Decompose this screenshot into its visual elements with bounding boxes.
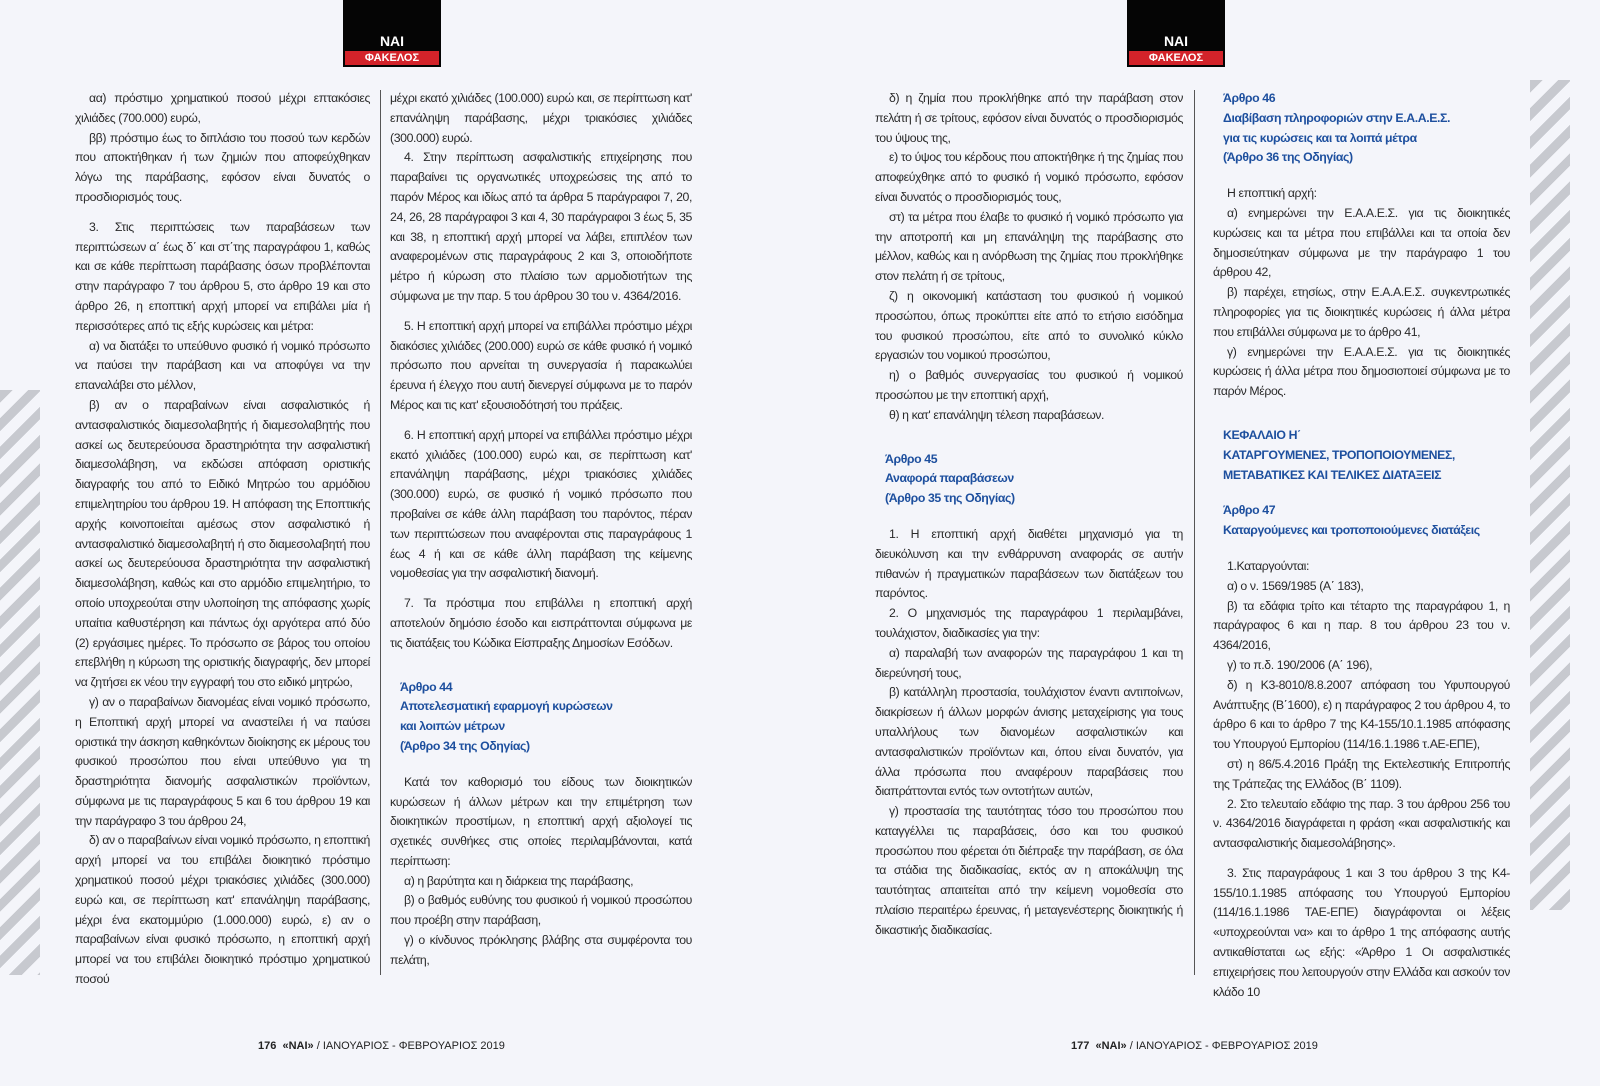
paragraph: γ) ο κίνδυνος πρόκλησης βλάβης στα συμφέροντα του πελάτη,: [390, 933, 692, 967]
heading-line: Άρθρο 46: [1223, 91, 1276, 105]
page-footer-right: [1071, 1040, 1318, 1052]
page-number: 176: [258, 1040, 277, 1052]
column-divider: [1194, 90, 1195, 975]
heading-line: Καταργούμενες και τροποποιούμενες διατάξεις: [1223, 523, 1480, 538]
heading-line: (Άρθρο 36 της Οδηγίας): [1223, 150, 1353, 165]
paragraph: β) τα εδάφια τρίτο και τέταρτο της παραγράφου 1, η παράγραφος 6 και η παρ. 8 του άρθρου 23 του ν. 4364/2016,: [1213, 598, 1510, 653]
paragraph: Η εποπτική αρχή:: [1227, 186, 1317, 201]
paragraph: 6. Η εποπτική αρχή μπορεί να επιβάλλει πρόστιμο μέχρι εκατό χιλιάδες (100.000) ευρώ και, σε περίπτωση κατ' επανάληψη παράβασης, μέχρι τριακόσιες χιλιάδες (300.000) ευρώ, σε φυσικό ή νομικό πρόσωπο που προβαίνει σε κάθε άλλη παράβαση του παρόντος, πέραν των περιπτώσεων που αναφέρονται στις παραγράφους 1 έως 4 ή και σε κάθε άλλη παράβαση της κείμενης νομοθεσίας για την ασφαλιστική διανομή.: [390, 427, 692, 581]
paragraph: η) ο βαθμός συνεργασίας του φυσικού ή νομικού προσώπου με την εποπτική αρχή,: [875, 368, 1183, 402]
paragraph: β) παρέχει, ετησίως, στην Ε.Α.Α.Ε.Σ. συγκεντρωτικές πληροφορίες για τις διοικητικές κυρώσεις ή άλλα μέτρα που επιβάλλει σύμφωνα με το άρθρο 41,: [1213, 285, 1510, 339]
text-column-2: [390, 89, 692, 971]
paragraph: γ) το π.δ. 190/2006 (Α΄ 196),: [1227, 657, 1373, 672]
heading-line: ΚΕΦΑΛΑΙΟ Η΄: [1223, 427, 1301, 442]
paragraph: β) ο βαθμός ευθύνης του φυσικού ή νομικού προσώπου που προέβη στην παράβαση,: [390, 893, 692, 928]
article-heading: [1213, 89, 1510, 168]
paragraph: α) να διατάξει το υπεύθυνο φυσικό ή νομικό πρόσωπο να παύσει την παράβαση και να αποφύγει να την επαναλάβει στο μέλλον,: [75, 338, 370, 393]
page-number: 177: [1071, 1040, 1090, 1052]
heading-line: (Άρθρο 35 της Οδηγίας): [885, 491, 1015, 506]
column-divider: [380, 90, 381, 975]
paragraph: α) ενημερώνει την Ε.Α.Α.Ε.Σ. για τις διοικητικές κυρώσεις και τα μέτρα που επιβάλλει και τα οποία δεν δημοσιεύτηκαν σύμφωνα με την παράγραφο 1 του άρθρου 42,: [1213, 205, 1510, 280]
heading-line: Διαβίβαση πληροφοριών στην Ε.Α.Α.Ε.Σ.: [1223, 110, 1451, 125]
article-heading: [875, 450, 1183, 509]
paragraph: α) η βαρύτητα και η διάρκεια της παράβασης,: [404, 873, 634, 888]
paragraph: Κατά τον καθορισμό του είδους των διοικητικών κυρώσεων ή άλλων μέτρων και την επιμέτρηση των διοικητικών προστίμων, η εποπτική αρχή αξιολογεί τις σχετικές συνθήκες στις οποίες περιλαμβάνονται, κατά περίπτωση:: [390, 774, 692, 868]
heading-line: Άρθρο 44: [400, 679, 453, 694]
page-footer-left: [258, 1040, 505, 1052]
paragraph: θ) η κατ' επανάληψη τέλεση παραβάσεων.: [889, 407, 1105, 422]
magazine-name: «ΝΑΙ»: [1095, 1040, 1127, 1052]
brand-label: ΝΑΙ: [1163, 33, 1189, 49]
magazine-name: «ΝΑΙ»: [282, 1040, 314, 1052]
text-column-3: [875, 89, 1183, 941]
section-label: ΦΑΚΕΛΟΣ: [1129, 51, 1223, 65]
heading-line: Άρθρο 47: [1223, 503, 1276, 518]
paragraph: δ) η ζημία που προκλήθηκε από την παράβαση στον πελάτη ή σε τρίτους, εφόσον είναι δυνατός ο προσδιορισμός του ύψους της,: [875, 91, 1183, 145]
paragraph: β) αν ο παραβαίνων είναι ασφαλιστικός ή αντασφαλιστικός διαμεσολαβητής ή διαμεσολαβητής που ασκεί ως δευτερεύουσα δραστηριότητα την ασφαλιστική διαμεσολάβηση, να εκδώσει απόφαση οριστικής διαγραφής του από το Ειδικό Μητρώο του αρμόδιου επιμελητηρίου του άρθρου 19. Η απόφαση της Εποπτικής αρχής κοινοποιείται αμέσως στον ασφαλιστικό ή αντασφαλιστικό διαμεσολαβητή ή στο διαμεσολαβητή που ασκεί ως δευτερεύουσα δραστηριότητα την ασφαλιστική διαμεσολάβηση, καθώς και στο αρμόδιο επιμελητήριο, το οποίο υποχρεούται στην υλοποίηση της απόφασης χωρίς υπαίτια καθυστέρηση και πάντως όχι αργότερα από δύο (2) εργάσιμες ημέρες. Το πρόσωπο σε βάρος του οποίου επεβλήθη η κύρωση της οριστικής διαγραφής, δεν μπορεί να ζητήσει εκ νέου την εγγραφή του στο ειδικό μητρώο,: [75, 397, 370, 690]
paragraph: ε) το ύψος του κέρδους που αποκτήθηκε ή της ζημίας που αποφεύχθηκε από το φυσικό ή νομικό πρόσωπο, εφόσον είναι δυνατός ο προσδιορισμός τους,: [875, 150, 1183, 204]
article-heading: [390, 678, 692, 757]
paragraph: 1.Καταργούνται:: [1227, 558, 1310, 573]
heading-line: ΚΑΤΑΡΓΟΥΜΕΝΕΣ, ΤΡΟΠΟΠΟΙΟΥΜΕΝΕΣ,: [1223, 447, 1455, 462]
heading-line: (Άρθρο 34 της Οδηγίας): [400, 738, 530, 753]
paragraph: στ) τα μέτρα που έλαβε το φυσικό ή νομικό πρόσωπο για την αποτροπή και μη επανάληψη της παράβασης στο μέλλον, καθώς και η ανόρθωση της ζημίας που προκλήθηκε στον πελάτη ή σε τρίτους,: [875, 209, 1183, 284]
decorative-stripes-left: [0, 390, 40, 975]
paragraph: 5. Η εποπτική αρχή μπορεί να επιβάλλει πρόστιμο μέχρι διακόσιες χιλιάδες (200.000) ευρώ σε κάθε φυσικό ή νομικό πρόσωπο που αρνείται τη συνεργασία ή παρακωλύει έρευνα ή έλεγχο που αυτή διενεργεί σύμφωνα με το παρόν Μέρος και τις κατ' εξουσιοδότησή του πράξεις.: [390, 318, 692, 412]
paragraph: δ) αν ο παραβαίνων είναι νομικό πρόσωπο, η εποπτική αρχή μπορεί να του επιβάλει διοικητικό πρόστιμο χρηματικού ποσού μέχρι τριακόσιες χιλιάδες (300.000) ευρώ και, σε περίπτωση κατ' επανάληψη παράβασης, μέχρι ένα εκατομμύριο (1.000.000) ευρώ, ε) αν ο παραβαίνων είναι φυσικό πρόσωπο, η εποπτική αρχή μπορεί να του επιβάλει διοικητικό πρόστιμο χρηματικού ποσού: [75, 833, 370, 987]
heading-line: και λοιπών μέτρων: [400, 719, 505, 734]
paragraph: ζ) η οικονομική κατάσταση του φυσικού ή νομικού προσώπου, όπως προκύπτει είτε από το ετήσιο εισόδημα του φυσικού προσώπου, είτε από το συνολικό κύκλο εργασιών του νομικού προσώπου,: [875, 288, 1183, 363]
issue-label: / ΙΑΝΟΥΑΡΙΟΣ - ΦΕΒΡΟΥΑΡΙΟΣ 2019: [316, 1040, 505, 1052]
heading-line: Αναφορά παραβάσεων: [885, 471, 1014, 486]
paragraph: γ) προστασία της ταυτότητας τόσο του προσώπου που καταγγέλλει τις παραβάσεις, όσο και του φυσικού προσώπου που φέρεται ότι διέπραξε την παράβαση, σε όλα τα στάδια της διαδικασίας, εκτός αν η αποκάλυψη της ταυτότητας απαιτείται από την κείμενη νομοθεσία στο πλαίσιο περαιτέρω έρευνας, ή μεταγενέστερης διοικητικής ή δικαστικής διαδικασίας.: [875, 804, 1183, 937]
heading-line: Άρθρο 45: [885, 451, 938, 466]
paragraph: 7. Τα πρόστιμα που επιβάλλει η εποπτική αρχή αποτελούν δημόσιο έσοδο και εισπράττονται σύμφωνα με τις διατάξεις του Κώδικα Είσπραξης Δημοσίων Εσόδων.: [390, 596, 692, 650]
paragraph: μέχρι εκατό χιλιάδες (100.000) ευρώ και, σε περίπτωση κατ' επανάληψη παράβασης, μέχρι τριακόσιες χιλιάδες (300.000) ευρώ.: [390, 91, 692, 145]
paragraph: α) παραλαβή των αναφορών της παραγράφου 1 και τη διερεύνησή τους,: [875, 645, 1183, 680]
paragraph: στ) η 86/5.4.2016 Πράξη της Εκτελεστικής Επιτροπής της Τράπεζας της Ελλάδος (Β΄ 1109).: [1213, 756, 1510, 791]
heading-line: Αποτελεσματική εφαρμογή κυρώσεων: [400, 699, 613, 714]
issue-label: / ΙΑΝΟΥΑΡΙΟΣ - ΦΕΒΡΟΥΑΡΙΟΣ 2019: [1129, 1040, 1318, 1052]
text-column-4: [1213, 89, 1510, 1002]
paragraph: γ) ενημερώνει την Ε.Α.Α.Ε.Σ. για τις διοικητικές κυρώσεις ή άλλα μέτρα που δημοσιοποιεί σύμφωνα με το παρόν Μέρος.: [1213, 344, 1510, 399]
paragraph: α) ο ν. 1569/1985 (Α΄ 183),: [1227, 578, 1364, 593]
paragraph: δ) η Κ3-8010/8.8.2007 απόφαση του Υφυπουργού Ανάπτυξης (Β΄1600), ε) η παράγραφος 2 του άρθρου 4, το άρθρο 6 και το άρθρο 7 της Κ4-155/10.1.1985 απόφασης του Υπουργού Εμπορίου (114/16.1.1986 τ.ΑΕ-ΕΠΕ),: [1213, 677, 1510, 752]
paragraph: 3. Στις παραγράφους 1 και 3 του άρθρου 3 της Κ4-155/10.1.1985 απόφασης του Υπουργού Εμπορίου (114/16.1.1986 ΤΑΕ-ΕΠΕ) διαγράφονται οι λέξεις «υποχρεούνται να» και το άρθρο 1 της απόφασης αυτής αντικαθίσταται ως εξής: «Άρθρο 1 Οι ασφαλιστικές επιχειρήσεις που λειτουργούν στην Ελλάδα και ασκούν τον κλάδο 10: [1213, 865, 1510, 999]
paragraph: 1. Η εποπτική αρχή διαθέτει μηχανισμό για τη διευκόλυνση και την ενθάρρυνση αναφοράς σε αυτήν πιθανών ή πραγματικών παραβάσεων των διατάξεων του παρόντος.: [875, 526, 1183, 601]
paragraph: αα) πρόστιμο χρηματικού ποσού μέχρι επτακόσιες χιλιάδες (700.000) ευρώ,: [75, 91, 370, 125]
article-heading: [1213, 426, 1510, 485]
paragraph: 4. Στην περίπτωση ασφαλιστικής επιχείρησης που παραβαίνει τις οργανωτικές υποχρεώσεις της από το παρόν Μέρος και ιδίως από τα άρθρα 5 παράγραφοι 7, 20, 24, 26, 28 παράγραφοι 3 και 4, 30 παράγραφοι 3 έως 5, 35 και 38, η εποπτική αρχή μπορεί να λάβει, επιπλέον των αναφερομένων στις παραγράφους 2 και 3, οποιοδήποτε μέτρο ή κύρωση στο πλαίσιο των αρμοδιοτήτων της σύμφωνα με την παρ. 5 του άρθρου 30 του ν. 4364/2016.: [390, 150, 692, 303]
decorative-stripes-right: [1530, 80, 1570, 910]
section-tab-left: [343, 0, 441, 67]
article-heading: [1213, 501, 1510, 541]
brand-label: ΝΑΙ: [379, 33, 405, 49]
text-column-1: [75, 89, 370, 990]
section-tab-right: [1127, 0, 1225, 67]
paragraph: 2. Ο μηχανισμός της παραγράφου 1 περιλαμβάνει, τουλάχιστον, διαδικασίες για την:: [875, 606, 1183, 640]
paragraph: ββ) πρόστιμο έως το διπλάσιο του ποσού των κερδών που αποκτήθηκαν ή των ζημιών που αποφεύχθηκαν λόγω της παράβασης, εφόσον είναι δυνατός ο προσδιορισμός τους.: [75, 130, 370, 204]
heading-line: για τις κυρώσεις και τα λοιπά μέτρα: [1223, 130, 1417, 145]
paragraph: γ) αν ο παραβαίνων διανομέας είναι νομικό πρόσωπο, η Εποπτική αρχή μπορεί να αναστείλει ή να παύσει οριστικά την άσκηση καθηκόντων διοίκησης εκ μέρους του φυσικού προσώπου που είναι υπεύθυνο για τη δραστηριότητα διανομής ασφαλιστικών προϊόντων, σύμφωνα με τις παραγράφους 5 και 6 του άρθρου 19 και την παράγραφο 3 του άρθρου 24,: [75, 694, 370, 828]
heading-line: ΜΕΤΑΒΑΤΙΚΕΣ ΚΑΙ ΤΕΛΙΚΕΣ ΔΙΑΤΑΞΕΙΣ: [1223, 467, 1442, 482]
paragraph: 2. Στο τελευταίο εδάφιο της παρ. 3 του άρθρου 256 του ν. 4364/2016 διαγράφεται η φράση «και ασφαλιστικής και αντασφαλιστικής διαμεσολάβησης».: [1213, 796, 1510, 851]
paragraph: 3. Στις περιπτώσεις των παραβάσεων των περιπτώσεων α΄ έως δ΄ και στ΄της παραγράφου 1, καθώς και σε κάθε περίπτωση παράβασης όσων προβλέπονται στην παράγραφο 7 του άρθρου 5, στο άρθρο 19 και στο άρθρο 26, η εποπτική αρχή μπορεί να επιβάλει μία ή περισσότερες από τις εξής κυρώσεις και μέτρα:: [75, 219, 370, 333]
paragraph: β) κατάλληλη προστασία, τουλάχιστον έναντι αντιποίνων, διακρίσεων ή άλλων μορφών άνισης μεταχείρισης για τους υπαλλήλους των διανομέων ασφαλιστικών και αντασφαλιστικών προϊόντων και, όπου είναι δυνατόν, για άλλα πρόσωπα που αναφέρουν παραβάσεις που διαπράττονται εντός των οντοτήτων αυτών,: [875, 685, 1183, 799]
section-label: ΦΑΚΕΛΟΣ: [345, 51, 439, 65]
